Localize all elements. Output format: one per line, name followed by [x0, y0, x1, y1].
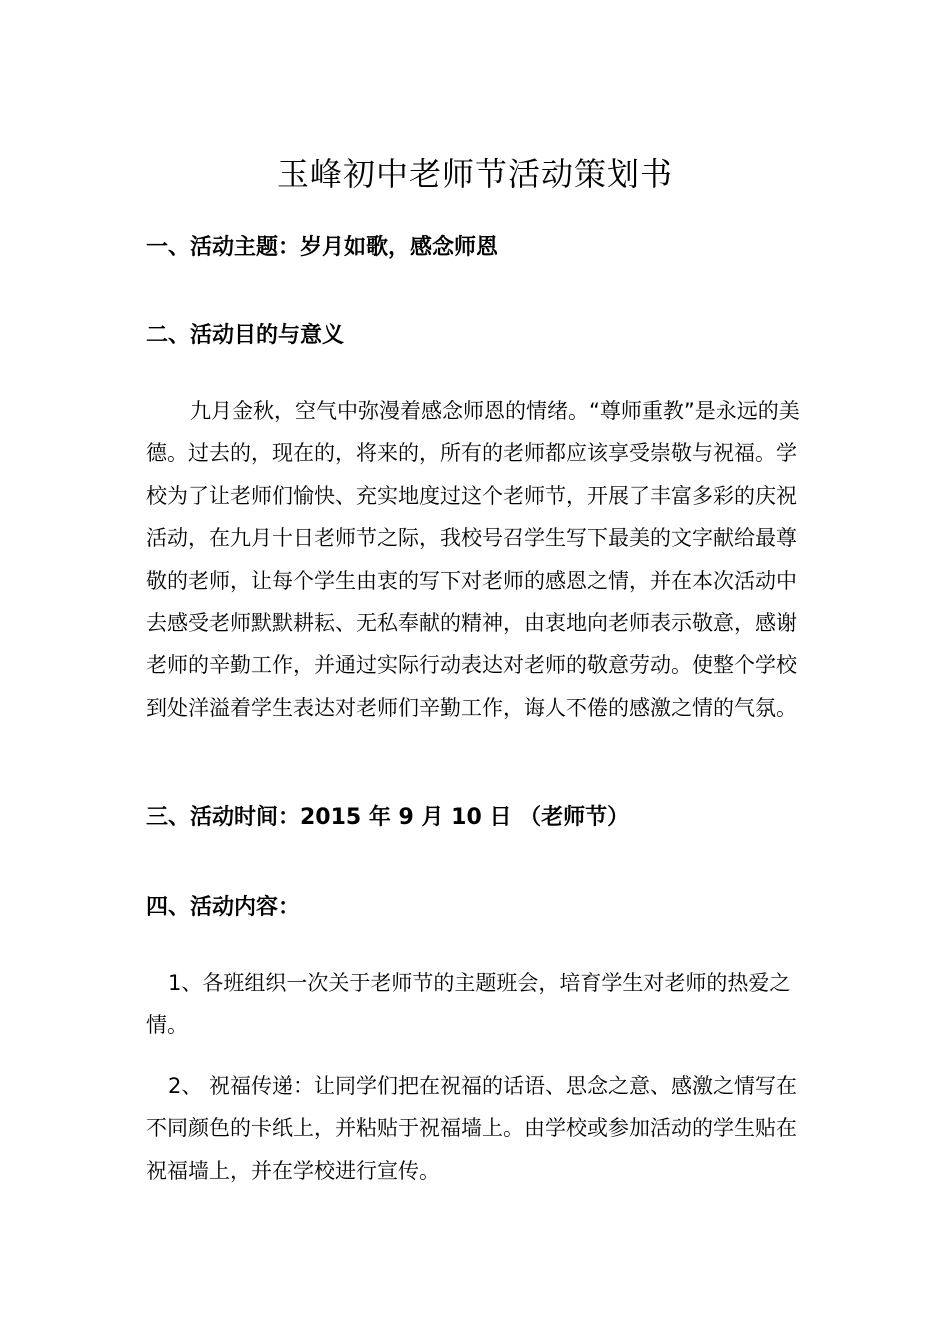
list-item-2: 2、 祝福传递：让同学们把在祝福的话语、思念之意、感激之情写在不同颜色的卡纸上，并粘贴于祝福墙上。由学校或参加活动的学生贴在祝福墙上，并在学校进行宣传。 [146, 1074, 798, 1183]
section-2-body: 九月金秋，空气中弥漫着感念师恩的情绪。“尊师重教”是永远的美德。过去的，现在的，将来的，所有的老师都应该享受崇敬与祝福。学校为了让老师们愉快、充实地度过这个老师节，开展了丰富多彩的庆祝活动，在九月十日老师节之际，我校号召学生写下最美的文字献给最尊敬的老师，让每个学生由衷的写下对老师的感恩之情，并在本次活动中去感受老师默默耕耘、无私奉献的精神，由衷地向老师表示敬意，感谢老师的辛勤工作，并通过实际行动表达对老师的敬意劳动。使整个学校到处洋溢着学生表达对老师们辛勤工作，诲人不倦的感激之情的气氛。 [146, 399, 800, 720]
section-1-heading: 一、活动主题：岁月如歌，感念师恩 [146, 235, 499, 260]
list-item-1: 1、各班组织一次关于老师节的主题班会，培育学生对老师的热爱之情。 [146, 971, 791, 1038]
document-title: 玉峰初中老师节活动策划书 [276, 155, 673, 193]
section-2-heading: 二、活动目的与意义 [146, 323, 345, 348]
section-3-heading: 三、活动时间：2015 年 9 月 10 日 （老师节） [146, 805, 630, 830]
section-4-heading: 四、活动内容： [146, 895, 301, 920]
